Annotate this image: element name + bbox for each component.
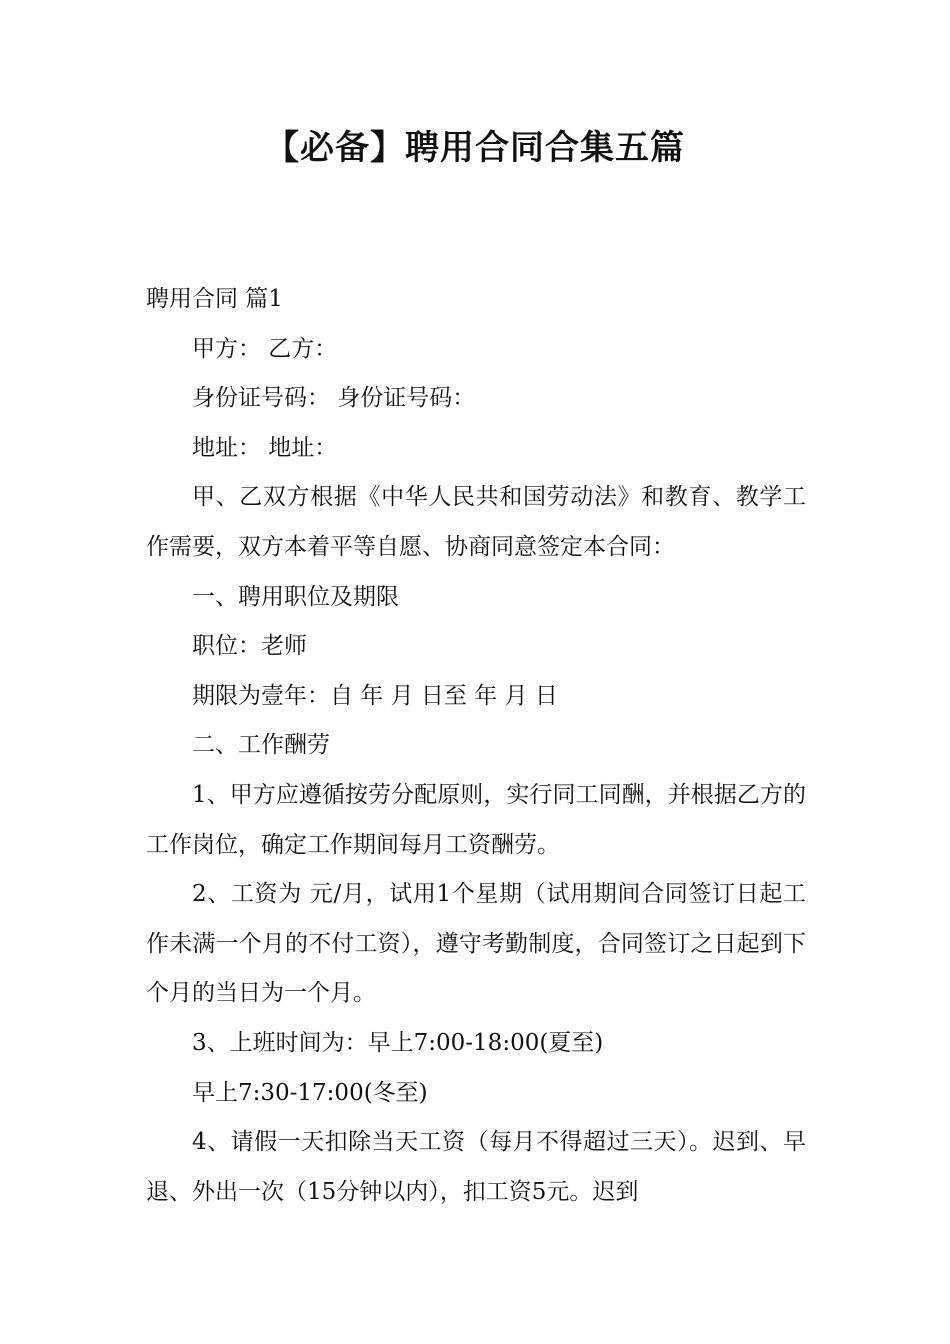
clause-heading-position: 一、聘用职位及期限 xyxy=(192,583,399,610)
pay-clause-4: 4、请假一天扣除当天工资（每月不得超过三天）。迟到、早退、外出一次（15分钟以内），扣工资5元。迟到 xyxy=(146,1129,806,1205)
clause-heading-pay: 二、工作酬劳 xyxy=(192,732,330,759)
party-address-line: 地址： 地址： xyxy=(192,434,338,461)
party-names-line: 甲方： 乙方： xyxy=(192,335,338,362)
document-title: 【必备】聘用合同合集五篇 xyxy=(265,128,685,168)
preamble-paragraph: 甲、乙双方根据《中华人民共和国劳动法》和教育、教学工作需要，双方本着平等自愿、协商同意签定本合同： xyxy=(146,484,806,560)
pay-clause-1: 1、甲方应遵循按劳分配原则，实行同工同酬，并根据乙方的工作岗位，确定工作期间每月工资酬劳。 xyxy=(146,781,806,858)
pay-clause-3: 3、上班时间为：早上7:00-18:00(夏至) xyxy=(192,1029,604,1056)
position-line: 职位：老师 xyxy=(192,633,307,660)
winter-hours-line: 早上7:30-17:00(冬至) xyxy=(192,1079,428,1106)
party-id-line: 身份证号码： 身份证号码： xyxy=(192,385,476,412)
pay-clause-2: 2、工资为 元/月，试用1个星期（试用期间合同签订日起工作未满一个月的不付工资），遵守考勤制度，合同签订之日起到下个月的当日为一个月。 xyxy=(146,881,806,1007)
term-line: 期限为壹年：自 年 月 日至 年 月 日 xyxy=(192,682,558,709)
document-body xyxy=(146,275,806,1217)
section-heading: 聘用合同 篇1 xyxy=(146,286,283,312)
